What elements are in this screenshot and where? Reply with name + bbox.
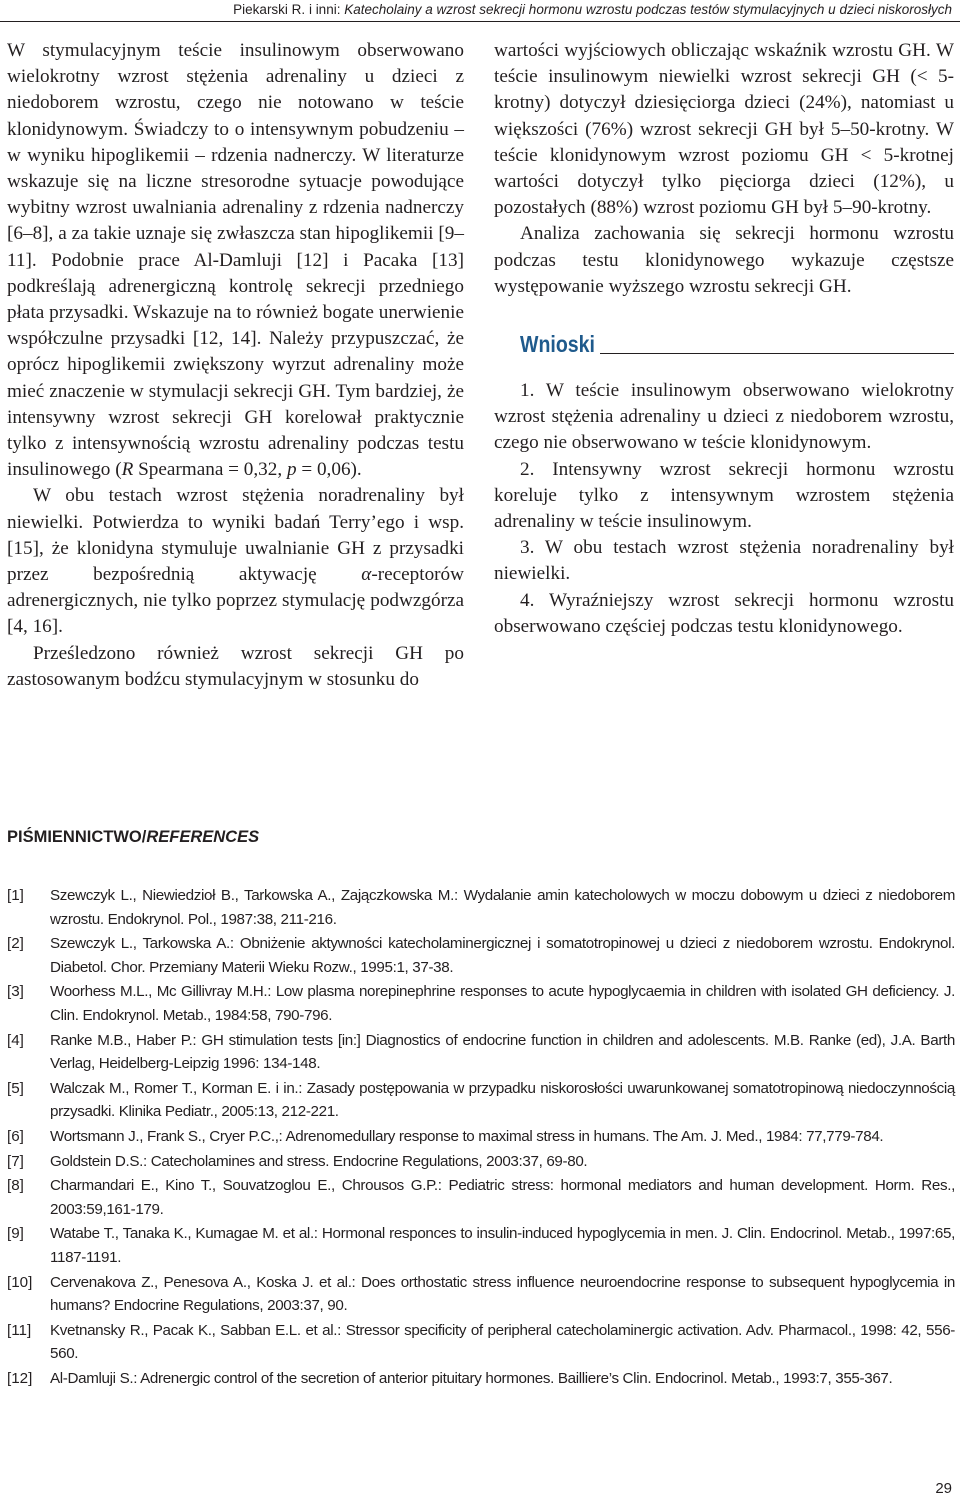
reference-item: [12] Al-Damluji S.: Adrenergic control of the secretion of anterior pituitary hormones. Bailliere’s Clin. Endocrinol. Metab., 1993:7, 355-367. [7, 1369, 893, 1387]
running-header [0, 0, 960, 22]
reference-item: [9] Watabe T., Tanaka K., Kumagae M. et al.: Hormonal responces to insulin-induced hypoglycemia in men. J. Clin. Endocrinol. Metab., 1997:65, 1187-1191. [7, 1225, 955, 1266]
conclusion-item: 3. W obu testach wzrost stężenia noradrenaliny był niewielki. [494, 537, 954, 585]
paragraph: Prześledzono również wzrost sekrecji GH po zastosowanym bodźcu stymulacyjnym w stosunku do [7, 642, 464, 690]
reference-item: [6] Wortsmann J., Frank S., Cryer P.C.,: Adrenomedullary response to maximal stress in humans. The Am. J. Med., 1984: 77,779-784. [7, 1127, 884, 1145]
paragraph: W stymulacyjnym teście insulinowym obserwowano wielokrotny wzrost stężenia adrenaliny u dzieci z niedoborem wzrostu, czego nie notowano w teście klonidynowym. Świadczy to o intensywnym pobudzeniu – w wyniku hipoglikemii – rdzenia nadnerczy. W literaturze wskazuje się na liczne stresorodne sytuacje powodujące wybitny wzrost uwalniania adrenaliny z rdzenia nadnerczy [6–8], a za takie uznaje się zwłaszcza stan hipoglikemii [9–11]. Podobnie prace Al-Damluji [12] i Pacaka [13] podkreślają adrenergiczną kontrolę sekrecji przedniego płata przysadki. Wskazuje na to również bogate unerwienie współczulne przysadki [12, 14]. Należy przypuszczać, że oprócz hipoglikemii zwiększony wyrzut adrenaliny może mieć znaczenie w stymulacji sekrecji GH. Tym bardziej, że intensywny wzrost sekrecji GH korelował praktycznie tylko z intensywnością wzrostu adrenaliny podczas testu insulinowego (R Spearmana = 0,32, p = 0,06). [7, 40, 464, 481]
conclusion-item: 1. W teście insulinowym obserwowano wielokrotny wzrost stężenia adrenaliny u dzieci z niedoborem wzrostu, czego nie obserwowano w teście klonidynowym. [494, 380, 954, 454]
heading-rule [600, 353, 954, 354]
conclusions-heading [520, 324, 954, 358]
left-column [7, 38, 464, 693]
header-title: Katecholainy a wzrost sekrecji hormonu wzrostu podczas testów stymulacyjnych u dzieci niskorosłych [344, 2, 952, 17]
paragraph: wartości wyjściowych obliczając wskaźnik wzrostu GH. W teście insulinowym niewielki wzrost sekrecji GH (< 5-krotny) dotyczył dziesięciorga dzieci (24%), natomiast u większości (76%) wzrost sekrecji GH był 5–50-krotny. W teście klonidynowym wzrost poziomu GH < 5-krotnej wartości dotyczył tylko pięciorga dzieci (12%), u pozostałych (88%) wzrost poziomu GH był 5–90-krotny. [494, 40, 954, 219]
conclusion-item: 4. Wyraźniejszy wzrost sekrecji hormonu wzrostu obserwowano częściej podczas testu klonidynowego. [494, 589, 954, 637]
reference-item: [2] Szewczyk L., Tarkowska A.: Obniżenie aktywności katecholaminergicznej i somatotropinowej u dzieci z niedoborem wzrostu. Endokrynol. Diabetol. Chor. Przemiany Materii Wieku Rozw., 1995:1, 37-38. [7, 935, 955, 976]
reference-item: [10] Cervenakova Z., Penesova A., Koska J. et al.: Does orthostatic stress influence neuroendocrine response to subsequent hypoglycemia in humans? Endocrine Regulations, 2003:37, 90. [7, 1273, 955, 1315]
page-number: 29 [935, 1480, 952, 1497]
paragraph: Analiza zachowania się sekrecji hormonu wzrostu podczas testu klonidynowego wykazuje częstsze występowanie wyższego wzrostu sekrecji GH. [494, 223, 954, 297]
reference-item: [3] Woorhess M.L., Mc Gillivray M.H.: Low plasma norepinephrine responses to acute hypoglycaemia in children with isolated GH deficiency. J. Clin. Endokrynol. Metab., 1984:58, 790-796. [7, 983, 955, 1024]
reference-item: [11] Kvetnansky R., Pacak K., Sabban E.L. et al.: Stressor specificity of peripheral catecholaminergic activation. Adv. Pharmacol., 1998: 42, 556-560. [7, 1321, 955, 1363]
reference-item: [7] Goldstein D.S.: Catecholamines and stress. Endocrine Regulations, 2003:37, 69-80. [7, 1152, 588, 1170]
reference-item: [1] Szewczyk L., Niewiedzioł B., Tarkowska A., Zajączkowska M.: Wydalanie amin katecholowych w moczu dobowym u dzieci z niedoborem wzrostu. Endokrynol. Pol., 1987:38, 211-216. [7, 887, 955, 928]
right-column [494, 38, 954, 640]
paragraph: W obu testach wzrost stężenia noradrenaliny był niewielki. Potwierdza to wyniki badań Terry’ego i wsp. [15], że klonidyna stymuluje uwalnianie GH z przysadki przez bezpośrednią aktywację α-receptorów adrenergicznych, nie tylko poprzez stymulację podwzgórza [4, 16]. [7, 485, 464, 638]
reference-item: [4] Ranke M.B., Haber P.: GH stimulation tests [in:] Diagnostics of endocrine function in children and adolescents. M.B. Ranke (ed), J.A. Barth Verlag, Heidelberg-Leipzig 1996: 134-148. [7, 1031, 955, 1073]
reference-item: [5] Walczak M., Romer T., Korman E. i in.: Zasady postępowania w przypadku niskorosłości uwarunkowanej somatotropinową niedoczynnością przysadki. Klinika Pediatr., 2005:13, 212-221. [7, 1079, 955, 1121]
references-heading: PIŚMIENNICTWO/REFERENCES [7, 828, 260, 846]
references-list [7, 884, 955, 1391]
conclusion-item: 2. Intensywny wzrost sekrecji hormonu wzrostu koreluje tylko z intensywnym wzrostem stężenia adrenaliny w teście insulinowym. [494, 458, 954, 533]
header-authors: Piekarski R. i inni: [233, 2, 341, 17]
reference-item: [8] Charmandari E., Kino T., Souvatzoglou E., Chrousos G.P.: Pediatric stress: hormonal mediators and human development. Horm. Res., 2003:59,161-179. [7, 1177, 955, 1218]
conclusions-title: Wnioski [520, 331, 595, 358]
